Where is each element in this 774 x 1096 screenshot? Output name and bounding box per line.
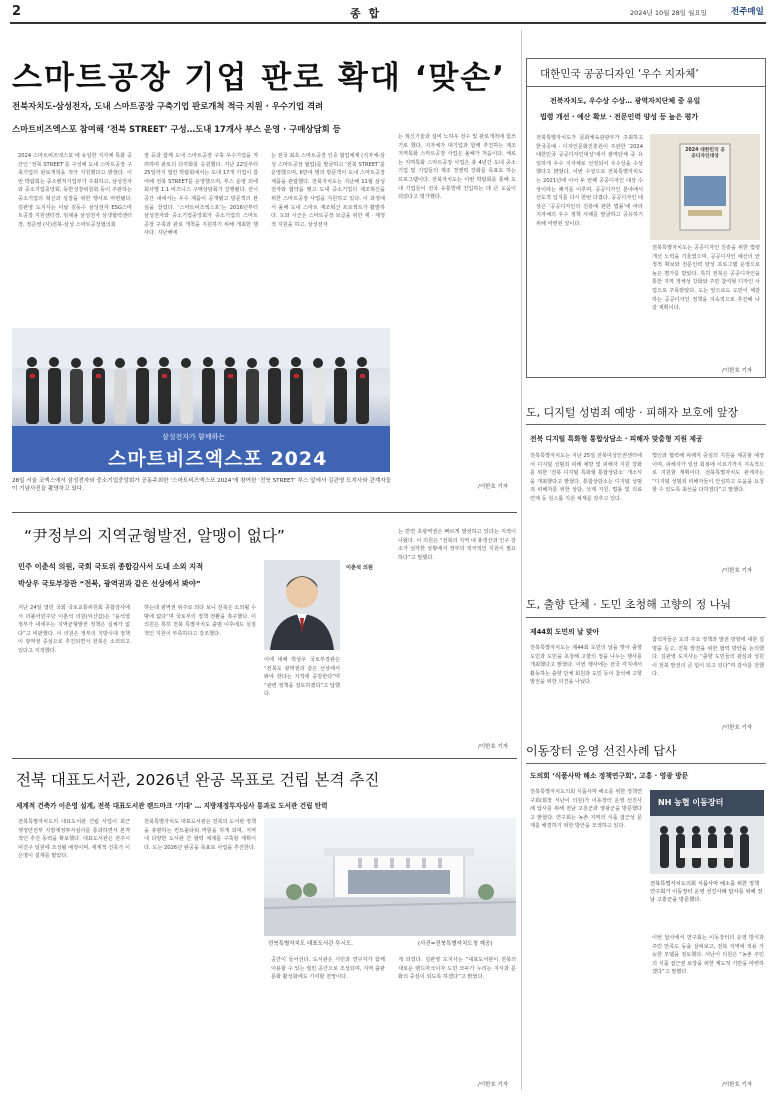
policy-byline: /이한호 기자 [478, 744, 509, 750]
design-box-rule [526, 86, 766, 87]
design-box-title: 대한민국 공공디자인 ‘우수 지자체’ [540, 68, 699, 80]
digital-box-byline: /이한호 기자 [722, 568, 753, 574]
market-box-title: 이동장터 운영 선진사례 답사 [526, 744, 677, 758]
reunion-box-subhead: 제44회 도민의 날 맞아 [530, 628, 600, 636]
main-byline: /이한호 기자 [478, 484, 509, 490]
design-box-byline: /이한호 기자 [722, 368, 753, 374]
digital-box-subhead: 전북 디지털 특화형 통합상담소 · 피해자 맞춤형 지원 제공 [530, 435, 703, 443]
expo-banner-small: 삼성전자가 함께하는 [162, 433, 226, 441]
policy-body-col1: 지난 24일 열린 국회 국토교통위원회 종합감사에서 더불어민주당 이춘석 의원(익산갑)은 “윤석열 정부가 내세우는 지역균형발전 정책은 실체가 없다”고 비판했다. 이 의원은 정부의 지방시대 정책이 광역권 중심으로 추진되면서 전북은 소외되고 있다고 지적했다. [18, 605, 130, 654]
library-photo-caption: 전북특별자치도 대표도서관 투시도. [268, 941, 353, 947]
policy-photo-side: 이춘석 의원 [346, 565, 373, 571]
library-rendering [264, 818, 516, 936]
expo-group-photo [12, 328, 390, 472]
expo-banner-big: 스마트비즈엑스포 2024 [108, 448, 328, 470]
market-group-photo [650, 790, 764, 874]
policy-subhead-2: 박상우 국토부장관 “전북, 광역권과 같은 선상에서 봐야” [18, 579, 201, 588]
main-body-col1: 2024 스마트비즈엑스포’에 유일한 지자체 특화 공간인 ‘전북 STREET’를 구성해 도내 스마트공장 구축기업의 판로개척을 적극 지원했다고 밝혔다. 이번 박람회는 중소벤처기업부가 주최하고, 삼성전자와 중소기업중앙회, 동반성장위원회 등이 주관하는 중소기업의 혁신과 성장을 위한 행사로 마련됐다. 김관영 도지사는 이날 김동수 삼성전자 ESG스마트공장 지원센터장, 임채용 삼성전자 상생협력센터장, 정준영 (사)전북-삼성 스마트공장협의회 [18, 153, 132, 228]
market-box-byline: /이한호 기자 [722, 1082, 753, 1088]
market-photo-caption: 전북특별자치도의회 식품사막 해소를 위한 정책연구회가 이동장터 운영 선진사례 답사를 위해 전남 고흥군을 방문했다. [650, 881, 763, 903]
page-number: 2 [12, 4, 22, 19]
market-box-body-left: 전북특별자치도의회 식품사막 해소를 위한 정책연구회(회장 서난이 의원)가 이동장터 운영 선진사례 답사를 위해 전남 고흥군과 영광군을 방문했다고 밝혔다. 연구회는 농촌 지역의 식품 접근성 문제를 해결하기 위한 방안을 모색하고 있다. [530, 789, 642, 830]
reunion-box-title: 도, 출향 단체 · 도민 초청해 고향의 정 나눠 [526, 598, 731, 611]
design-box-subhead-2: 법령 개선 · 예산 확보 · 전문인력 양성 등 높은 평가 [540, 113, 699, 121]
library-body-col2: 전북특별자치도 대표도서관은 전북의 도서관 정책을 총괄하는 컨트롤타워 역할을 하게 되며, 지역 내 다양한 도서관 간 협력 체계를 구축할 계획이다. 도는 2026년 완공을 목표로 사업을 추진한다. [144, 819, 256, 851]
policy-body-col3: 이에 대해 박상우 국토부장관은 “전북도 광역권과 같은 선상에서 봐야 한다는 지적에 공감한다”며 “관련 정책을 검토하겠다”고 답했다. [264, 657, 340, 698]
policy-headline: “尹정부의 지역균형발전, 알맹이 없다” [24, 527, 285, 545]
plaque-text: 2024 대한민국 공공디자인대상 [685, 148, 725, 159]
library-subhead: 세계적 건축가 이은영 설계, 전북 대표도서관 랜드마크 ‘기대’ … 지방재정투자심사 통과로 도서관 건립 탄력 [16, 802, 328, 810]
library-top-rule [12, 758, 517, 759]
library-body-col1: 전북특별자치도의 대표도서관 건립 사업이 최근 행정안전부 지방재정투자심사를 통과하면서 본격적인 추진 동력을 확보했다. 대표도서관은 전주시 덕진구 일원에 조성될 예정이며, 세계적 건축가 이은영이 설계를 맡았다. [18, 819, 130, 860]
library-body-col3: 공간이 들어선다. 도서관은 시민과 연구자가 함께 이용할 수 있는 열린 공간으로 조성되며, 지역 출판 문화 활성화에도 기여할 전망이다. [271, 957, 385, 981]
library-byline: /이한호 기자 [478, 1082, 509, 1088]
digital-box-body-left: 전북특별자치도는 지난 25일 전북여성인권센터에서 디지털 성범죄 피해 예방 및 피해자 지원 강화를 위한 ‘전북 디지털 특화형 통합상담소’ 개소식을 개최했다고 밝혔다. 통합상담소는 디지털 성범죄 피해자를 위한 상담, 삭제 지원, 법률 및 의료 연계 등 원스톱 지원 체계를 갖추고 있다. [530, 453, 642, 502]
policy-body-col4: 는 반면 초광역권은 빠르게 발전하고 있다는 지적이 나왔다. 이 의원은 “전북의 지역 내 총생산과 인구 감소가 심각한 상황에서 정부의 적극적인 지원이 필요하다”고 말했다. [398, 529, 516, 561]
main-headline: 스마트공장 기업 판로 확대 ‘맞손’ [12, 60, 507, 96]
policy-subhead-1: 민주 이춘석 의원, 국회 국토위 종합감사서 도내 소외 지적 [18, 562, 204, 571]
market-box-rule [526, 763, 766, 764]
portrait-person-icon [264, 560, 340, 650]
digital-box-body-right: 법인과 협력해 피해자 중심의 지원을 제공할 예정이며, 피해자가 일상 회복에 이르기까지 지속적으로 지원할 계획이다. 전북특별자치도 관계자는 “디지털 성범죄 피해자들이 안심하고 도움을 요청할 수 있도록 최선을 다하겠다”고 말했다. [652, 453, 764, 494]
library-headline: 전북 대표도서관, 2026년 완공 목표로 건립 본격 추진 [16, 771, 380, 789]
market-box-subhead: 도의회 ‘식품사막 해소 정책연구회’, 고흥 · 영광 방문 [530, 772, 689, 780]
library-building-icon [264, 818, 516, 936]
policy-body-col2: 하는데 광역권 위주로 되다 보니 전북은 소외될 수밖에 없다”며 국토부의 정책 전환을 촉구했다. 이 의원은 특히 전북 특별자치도 출범 이후에도 실질적인 지원이 부족하다고 강조했다. [144, 605, 256, 637]
market-banner: NH 농협 이동장터 [658, 798, 724, 807]
design-box-body-left: 전북특별자치도가 문화체육관광부가 주최하고 한국공예 · 디자인문화진흥원이 주관한 ‘2024 대한민국 공공디자인대상’에서 광역단체 중 유일하게 우수 지자체로 선정되어 우수상을 수상했다고 밝혔다. 이번 수상으로 전북특별자치도는 2021년에 이어 두 번째 공공디자인 대상 수상이라는 쾌거를 이루며, 공공디자인 분야에서 선도적 입지를 다시 한번 다졌다. 공공디자인 대상은 ‘공공디자인의 진흥에 관한 법률’에 따라 지자체의 우수 정책 사례를 발굴하고 공유하기 위해 마련된 상이다. [536, 135, 643, 227]
main-subhead-1: 전북자치도-삼성전자, 도내 스마트공장 구축기업 판로개척 적극 지원 · 우수기업 격려 [12, 101, 324, 111]
issue-date: 2024년 10월 28일 월요일 [630, 9, 707, 17]
main-photo-caption: 28일 서울 코엑스에서 삼성전자와 중소기업중앙회가 공동주최한 ‘스마트비즈엑스포 2024’에 참여한 ‘전북 STREET’ 부스 앞에서 김관영 도지사와 관계자들이 기념사진을 촬영하고 있다. [12, 478, 392, 493]
main-subhead-2: 스마트비즈엑스포 참여해 ‘전북 STREET’ 구성…도내 17개사 부스 운영 · 구매상담회 등 [12, 124, 341, 134]
lawmaker-portrait [264, 560, 340, 650]
reunion-box-body-left: 전북특별자치도는 제44회 도민의 날을 맞아 출향 도민과 도민을 초청해 고향의 정을 나누는 행사를 개최했다고 밝혔다. 이번 행사에는 전국 각지에서 활동하는 출향 단체 회원과 도민 등이 참석해 고향 발전을 위한 의견을 나눴다. [530, 645, 642, 686]
design-box-body-right: 전북특별자치도는 공공디자인 진흥을 위한 법령 개선 노력을 기울였으며, 공공디자인 예산의 안정적 확보와 전문인력 양성 프로그램 운영으로 높은 평가를 받았다. 특히 전북은 공공디자인을 통한 지역 정체성 강화와 주민 참여형 디자인 사업으로 주목받았다. 도는 앞으로도 도민이 체감하는 공공디자인 정책을 지속적으로 추진해 나갈 계획이다. [652, 245, 760, 312]
reunion-box-body-right: 참석자들은 도의 주요 정책과 발전 방향에 대한 설명을 듣고, 전북 발전을 위한 협력 방안을 논의했다. 김관영 도지사는 “출향 도민들의 관심과 성원이 전북 발전의 큰 힘이 되고 있다”며 감사를 전했다. [652, 637, 764, 678]
main-body-col2: 장 등과 함께 도내 스마트공장 구축 우수기업을 격려하며 판로의 다각화를 응원했다. 지난 22일부터 25일까지 열린 박람회에서는 도내 17개 기업이 참여해 전북 STREET를 운영했으며, 부스 운영 외에 회사별 1:1 비즈니스 구매상담회가 진행됐다. 전시 공간 내에서는 우수 제품이 공개됐고 방문객의 관심을 끌었다. ‘스마트비즈엑스포’는 2016년부터 삼성전자와 중소기업중앙회가 중소기업의 스마트공장 구축과 판로 개척을 지원하기 위해 개최한 행사다. 지난해에 [144, 153, 258, 237]
policy-top-rule [12, 512, 517, 513]
paper-name: 전주매일 [731, 7, 764, 17]
design-box-subhead-1: 전북자치도, 우수상 수상… 광역자치단체 중 유일 [550, 97, 701, 105]
library-photo-credit: (사진=전북특별자치도청 제공) [418, 941, 493, 947]
award-plaque-photo [650, 134, 760, 240]
market-box-body-right: 이번 답사에서 연구회는 이동장터의 운영 방식과 주민 만족도 등을 살펴보고, 전북 지역에 적용 가능한 모델을 검토했다. 서난이 의원은 “농촌 주민의 식품 접근권 보장을 위한 제도적 기반을 마련하겠다”고 말했다. [652, 935, 764, 976]
reunion-box-byline: /이한호 기자 [722, 725, 753, 731]
reunion-box-rule [526, 617, 766, 618]
digital-box-title: 도, 디지털 성범죄 예방 · 피해자 보호에 앞장 [526, 406, 739, 419]
library-body-col4: 게 되었다. 김관영 도지사는 “대표도서관이 전북의 새로운 랜드마크이자 도민 모두가 누리는 지식과 문화의 중심이 되도록 하겠다”고 밝혔다. [398, 957, 516, 981]
main-body-col4-text: 는 혁신기술과 설비 노하우 전수 및 판로개척에 힘쓰기로 했다. 지자체가 대기업과 함께 추진하는 제조 지역특화 스마트공장 사업은 올해가 처음이다. 체로는 지역특화 스마트공장 사업은 총 4년간 도내 중소기업 및 기업들의 제조 경쟁력 강화를 목표로 하는 프로그램이다. 전북자치도는 이번 박람회를 통해 도내 기업들이 전국 유통망에 진입하는 데 큰 도움이 되었다고 평가했다. [398, 134, 516, 201]
digital-box-rule [526, 424, 766, 425]
column-divider [521, 30, 522, 1090]
section-title: 종 합 [350, 7, 382, 20]
header-rule [10, 22, 766, 24]
main-body-col3: 는 전국 최초 스마트공장 인증 협업체계 (지자체-삼성 스마트공장 협업)를 발굴하고 ‘전북 STREET’를 운영했으며, 6만여 명의 방문객이 도내 스마트공장 제품을 관람했다. 전북자치도는 지난해 11월 삼성전자와 협약을 맺고 도내 중소기업의 제조혁신을 위한 스마트공장 사업을 지원하고 있다. 이 과정에서 올해 도내 스마트 제조혁신 프로젝트가 활발하다. 도와 시군은 스마트공장 보급을 위한 재 · 재정적 지원을 하고, 삼성전자 [271, 153, 385, 228]
